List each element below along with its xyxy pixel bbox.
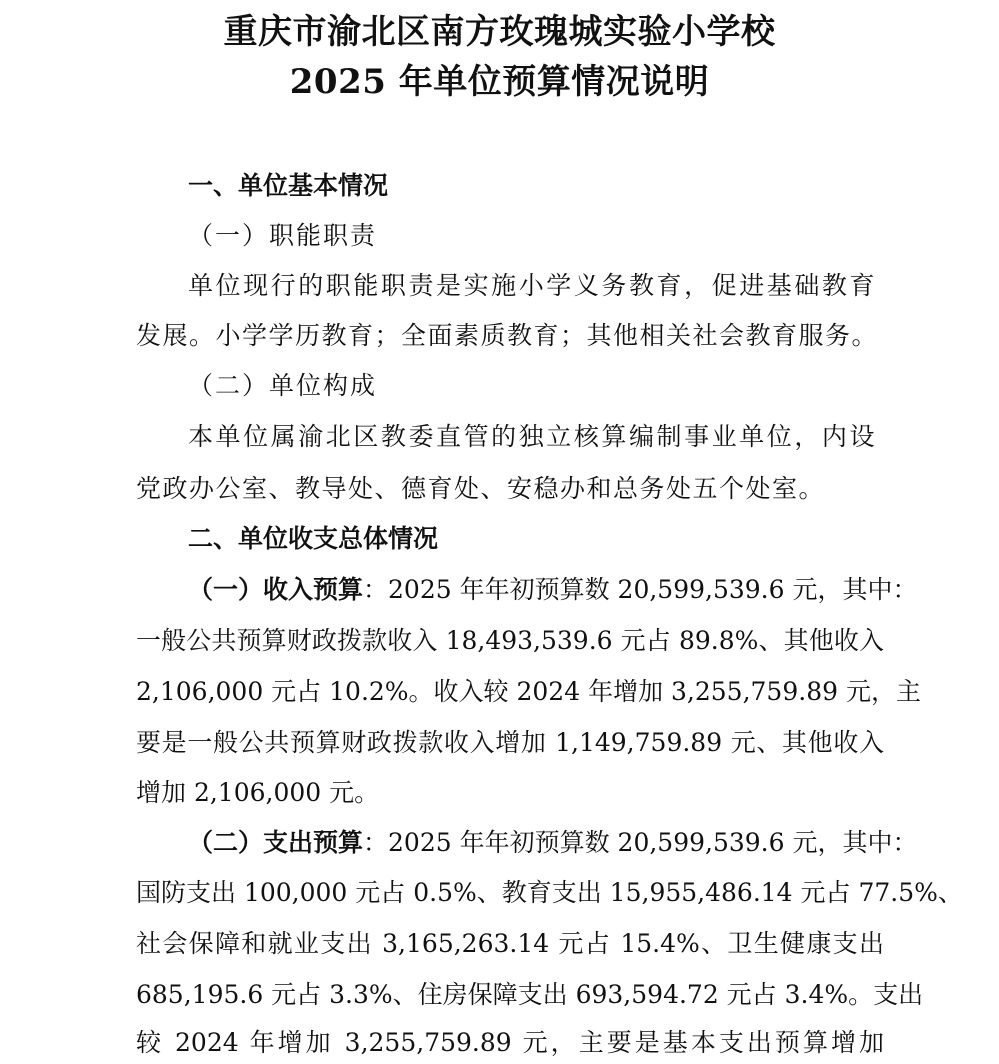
- income-line3: 2,106,000 元占 10.2%。收入较 2024 年增加 3,255,759.89 元，主: [136, 677, 921, 706]
- income-line1-text: ：2025 年年初预算数 20,599,539.6 元，其中：: [363, 575, 918, 604]
- expense-line1-text: ：2025 年年初预算数 20,599,539.6 元，其中：: [363, 828, 918, 857]
- section1-sub2-heading: （二）单位构成: [188, 371, 378, 400]
- income-paragraph-line1: [188, 573, 918, 607]
- section1-sub2-line2: 党政办公室、教导处、德育处、安稳办和总务处五个处室。: [136, 474, 826, 503]
- document-title-line2: 2025 年单位预算情况说明: [289, 62, 710, 102]
- section1-sub1-line1: 单位现行的职能职责是实施小学义务教育，促进基础教育: [188, 271, 876, 300]
- section1-sub2-line1: 本单位属渝北区教委直管的独立核算编制事业单位，内设: [188, 422, 876, 451]
- section1-sub1-line2: 发展。小学学历教育；全面素质教育；其他相关社会教育服务。: [136, 321, 879, 350]
- expense-label: （二）支出预算: [188, 828, 364, 857]
- income-line5: 增加 2,106,000 元。: [136, 778, 380, 807]
- income-label: （一）收入预算: [188, 575, 364, 604]
- section1-sub1-heading: （一）职能职责: [188, 221, 378, 250]
- expense-paragraph-line1: [188, 826, 918, 860]
- section1-heading: 一、单位基本情况: [188, 171, 389, 200]
- expense-line2: 国防支出 100,000 元占 0.5%、教育支出 15,955,486.14 元占 77.5%、: [136, 878, 963, 907]
- section2-heading: 二、单位收支总体情况: [188, 524, 439, 553]
- income-line4: 要是一般公共预算财政拨款收入增加 1,149,759.89 元、其他收入: [136, 728, 884, 757]
- income-line2: 一般公共预算财政拨款收入 18,493,539.6 元占 89.8%、其他收入: [136, 626, 884, 655]
- expense-line4: 685,195.6 元占 3.3%、住房保障支出 693,594.72 元占 3.4%。支出: [136, 980, 924, 1009]
- expense-line3: 社会保障和就业支出 3,165,263.14 元占 15.4%、卫生健康支出: [136, 929, 884, 958]
- document-title-line1: 重庆市渝北区南方玫瑰城实验小学校: [223, 12, 776, 52]
- expense-line5: 较 2024 年增加 3,255,759.89 元，主要是基本支出预算增加: [136, 1028, 884, 1057]
